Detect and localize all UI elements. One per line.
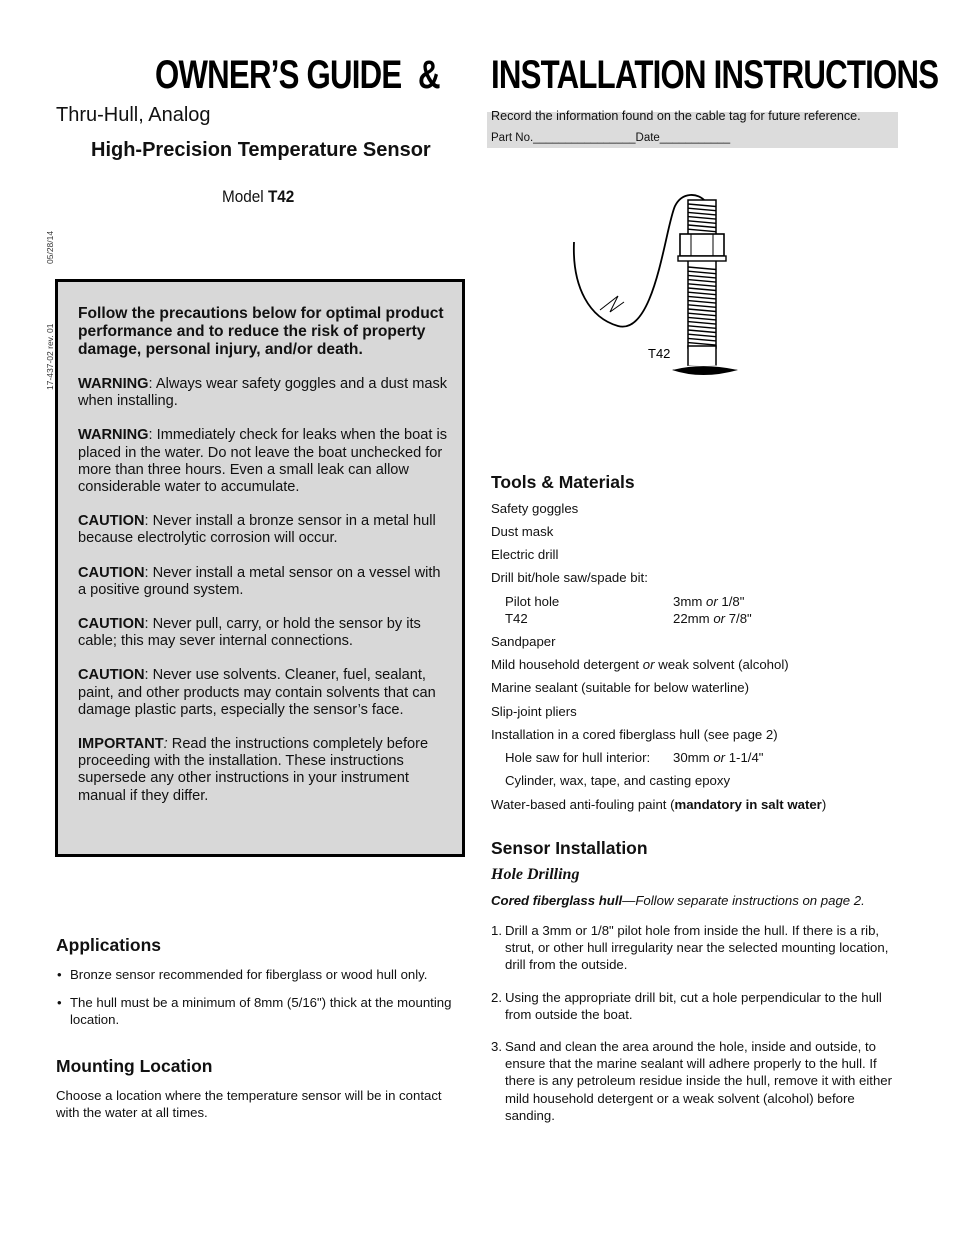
list-item: Marine sealant (suitable for below waterline) bbox=[491, 680, 750, 695]
title-owners-guide: OWNER’S GUIDE bbox=[155, 53, 402, 97]
doc-date: 05/28/14 bbox=[45, 230, 55, 264]
list-item: • Bronze sensor recommended for fiberglass or wood hull only. bbox=[56, 966, 466, 983]
list-item: Water-based anti-fouling paint (mandatory in salt water) bbox=[491, 797, 827, 812]
list-item: 30mm or 1-1/4" bbox=[673, 750, 764, 765]
list-item: T42 bbox=[505, 611, 528, 626]
precaution-item: WARNING: Immediately check for leaks when the boat is placed in the water. Do not leave the boat unchecked for more than three hours. Even a small leak can allow considerable water to accumulate. bbox=[78, 427, 448, 496]
list-item: Mild household detergent or weak solvent (alcohol) bbox=[491, 657, 789, 672]
list-item: Safety goggles bbox=[491, 501, 579, 516]
model-line bbox=[222, 187, 294, 207]
precautions-lead: Follow the precautions below for optimal product performance and to reduce the risk of property damage, personal injury, and/or death. bbox=[78, 305, 444, 358]
precaution-item: CAUTION: Never pull, carry, or hold the sensor by its cable; this may sever internal connections. bbox=[78, 616, 421, 650]
applications-list bbox=[56, 966, 466, 1029]
list-item: • The hull must be a minimum of 8mm (5/16") thick at the mounting location. bbox=[56, 994, 466, 1028]
record-instruction: Record the information found on the cable tag for future reference. bbox=[491, 109, 861, 123]
model-prefix: Model bbox=[222, 187, 264, 206]
precaution-item: CAUTION: Never install a bronze sensor in a metal hull because electrolytic corrosion will occur. bbox=[78, 513, 436, 547]
steps-wrap bbox=[491, 922, 899, 1139]
precautions-box bbox=[55, 279, 465, 857]
list-item: 22mm or 7/8" bbox=[673, 611, 752, 626]
sensor-illustration bbox=[560, 188, 750, 383]
product-name: High-Precision Temperature Sensor bbox=[91, 139, 431, 161]
tools-heading: Tools & Materials bbox=[491, 472, 635, 492]
precaution-item: CAUTION: Never use solvents. Cleaner, fuel, sealant, paint, and other products may contain solvents that can damage plastic parts, especially the sensor’s face. bbox=[78, 667, 436, 718]
record-box bbox=[487, 109, 898, 148]
mounting-heading: Mounting Location bbox=[56, 1056, 213, 1076]
doc-number: 17-437-02 rev. 01 bbox=[45, 323, 55, 390]
hole-drilling-subheading: Hole Drilling bbox=[491, 866, 580, 883]
list-item: Cylinder, wax, tape, and casting epoxy bbox=[505, 773, 731, 788]
list-item: Slip-joint pliers bbox=[491, 704, 577, 719]
list-item: 1. Drill a 3mm or 1/8" pilot hole from inside the hull. If there is a rib, strut, or other hull irregularity near the selected mounting location, drill from the outside. bbox=[491, 923, 889, 973]
product-subtitle: Thru-Hull, Analog bbox=[56, 104, 211, 126]
model-number: T42 bbox=[267, 187, 295, 206]
list-item: Installation in a cored fiberglass hull (see page 2) bbox=[491, 727, 778, 742]
mounting-text: Choose a location where the temperature sensor will be in contact with the water at all times. bbox=[56, 1088, 442, 1121]
installation-steps bbox=[491, 922, 899, 1124]
flange bbox=[672, 365, 738, 375]
title-installation-instructions: INSTALLATION INSTRUCTIONS bbox=[491, 53, 939, 97]
list-item: 2. Using the appropriate drill bit, cut a hole perpendicular to the hull from outside the boat. bbox=[491, 989, 882, 1022]
list-item: Dust mask bbox=[491, 524, 554, 539]
applications-heading: Applications bbox=[56, 935, 162, 955]
illustration-label: T42 bbox=[648, 346, 671, 361]
installation-heading: Sensor Installation bbox=[491, 838, 648, 858]
list-item: Hole saw for hull interior: bbox=[505, 750, 651, 765]
precaution-item: WARNING: Always wear safety goggles and a dust mask when installing. bbox=[78, 376, 448, 410]
hex-nut bbox=[678, 234, 726, 261]
title-ampersand: & bbox=[418, 53, 440, 97]
list-item: Sandpaper bbox=[491, 634, 556, 649]
list-item: Drill bit/hole saw/spade bit: bbox=[491, 570, 648, 585]
precaution-item: CAUTION: Never install a metal sensor on a vessel with a positive ground system. bbox=[78, 564, 441, 598]
list-item: Electric drill bbox=[491, 547, 559, 562]
title-banner bbox=[0, 50, 954, 100]
list-item: Pilot hole bbox=[505, 594, 560, 609]
part-date-fields: Part No.________________Date___________ bbox=[491, 132, 731, 144]
threaded-stem bbox=[688, 200, 716, 348]
applications-list-wrap bbox=[56, 966, 466, 1040]
precaution-item: IMPORTANT: Read the instructions completely before proceeding with the installation. These instructions supersede any other instructions in your instrument manual if they differ. bbox=[78, 736, 429, 804]
cored-note: Cored fiberglass hull—Follow separate instructions on page 2. bbox=[491, 893, 865, 908]
lower-stem bbox=[688, 346, 716, 366]
list-item: 3mm or 1/8" bbox=[673, 594, 745, 609]
list-item: 3. Sand and clean the area around the hole, inside and outside, to ensure that the marine sealant will adhere properly to the hull. If there is any petroleum residue inside the hull, remove it with either mild household detergent or a weak solvent (alcohol) before sanding. bbox=[491, 1039, 893, 1123]
